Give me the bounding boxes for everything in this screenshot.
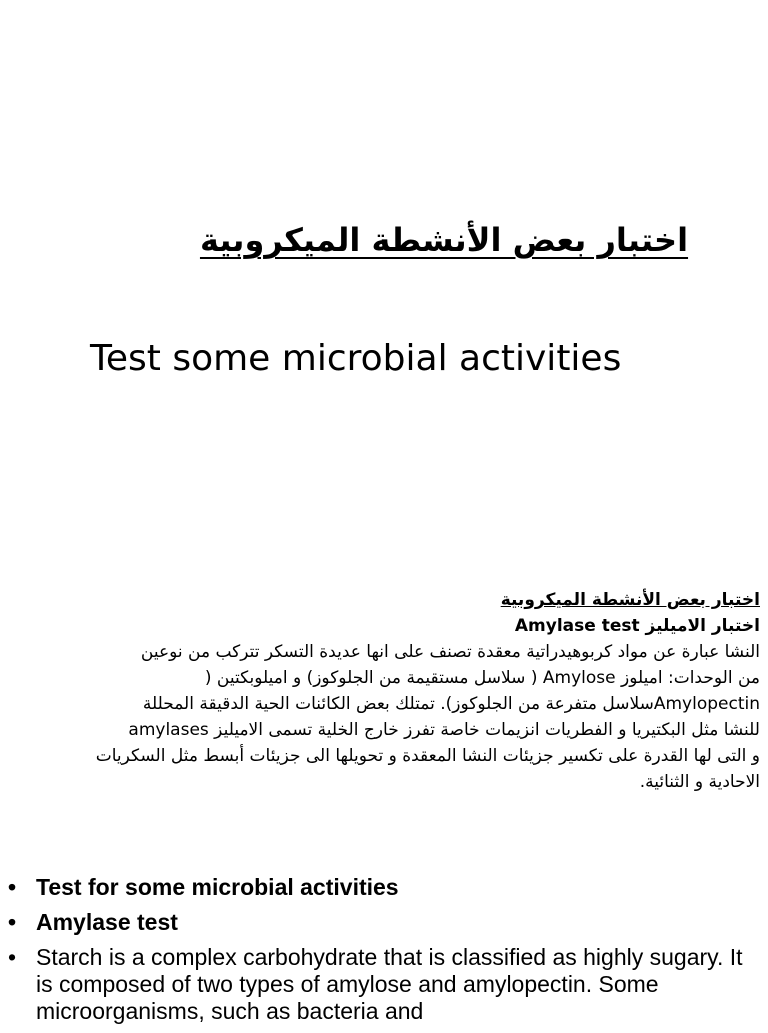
slide-title-english: Test some microbial activities [90,338,622,379]
arabic-paragraph-line: من الوحدات: اميلوز Amylose ( سلاسل مستقيمة من الجلوكوز) و اميلوبكتين ( [204,668,760,688]
arabic-paragraph-line: النشا عبارة عن مواد كربوهيدراتية معقدة تصنف على انها عديدة التسكر تتركب من نوعين [140,642,760,662]
slide-title-arabic [0,218,768,262]
slide-title-arabic-text: اختبار بعض الأنشطة الميكروبية [199,221,689,259]
english-bullet-list [8,874,760,1033]
arabic-section-subheading [4,613,760,639]
arabic-paragraph-line: الاحادية و الثنائية. [639,772,760,792]
arabic-text-block [4,587,760,795]
bullet-item: • Starch is a complex carbohydrate that is classified as highly sugary. It is composed of two types of amylose and amylopectin. Some microorganisms, such as bacteria and [8,944,760,1025]
bullet-item: • Test for some microbial activities [8,874,760,901]
subheading-english: Amylase test [514,616,640,636]
bullet-item: • Amylase test [8,909,760,936]
subheading-arabic: اختبار الاميليز [645,616,760,636]
arabic-paragraph-line: للنشا مثل البكتيريا و الفطريات انزيمات خاصة تفرز خارج الخلية تسمى الاميليز amylases [128,720,760,740]
arabic-paragraph-line: Amylopectinسلاسل متفرعة من الجلوكوز). تمتلك بعض الكائنات الحية الدقيقة المحللة [142,694,760,714]
arabic-section-heading: اختبار بعض الأنشطة الميكروبية [500,590,760,610]
arabic-paragraph-line: و التى لها القدرة على تكسير جزيئات النشا المعقدة و تحويلها الى جزيئات أبسط مثل السكريات [95,746,760,766]
